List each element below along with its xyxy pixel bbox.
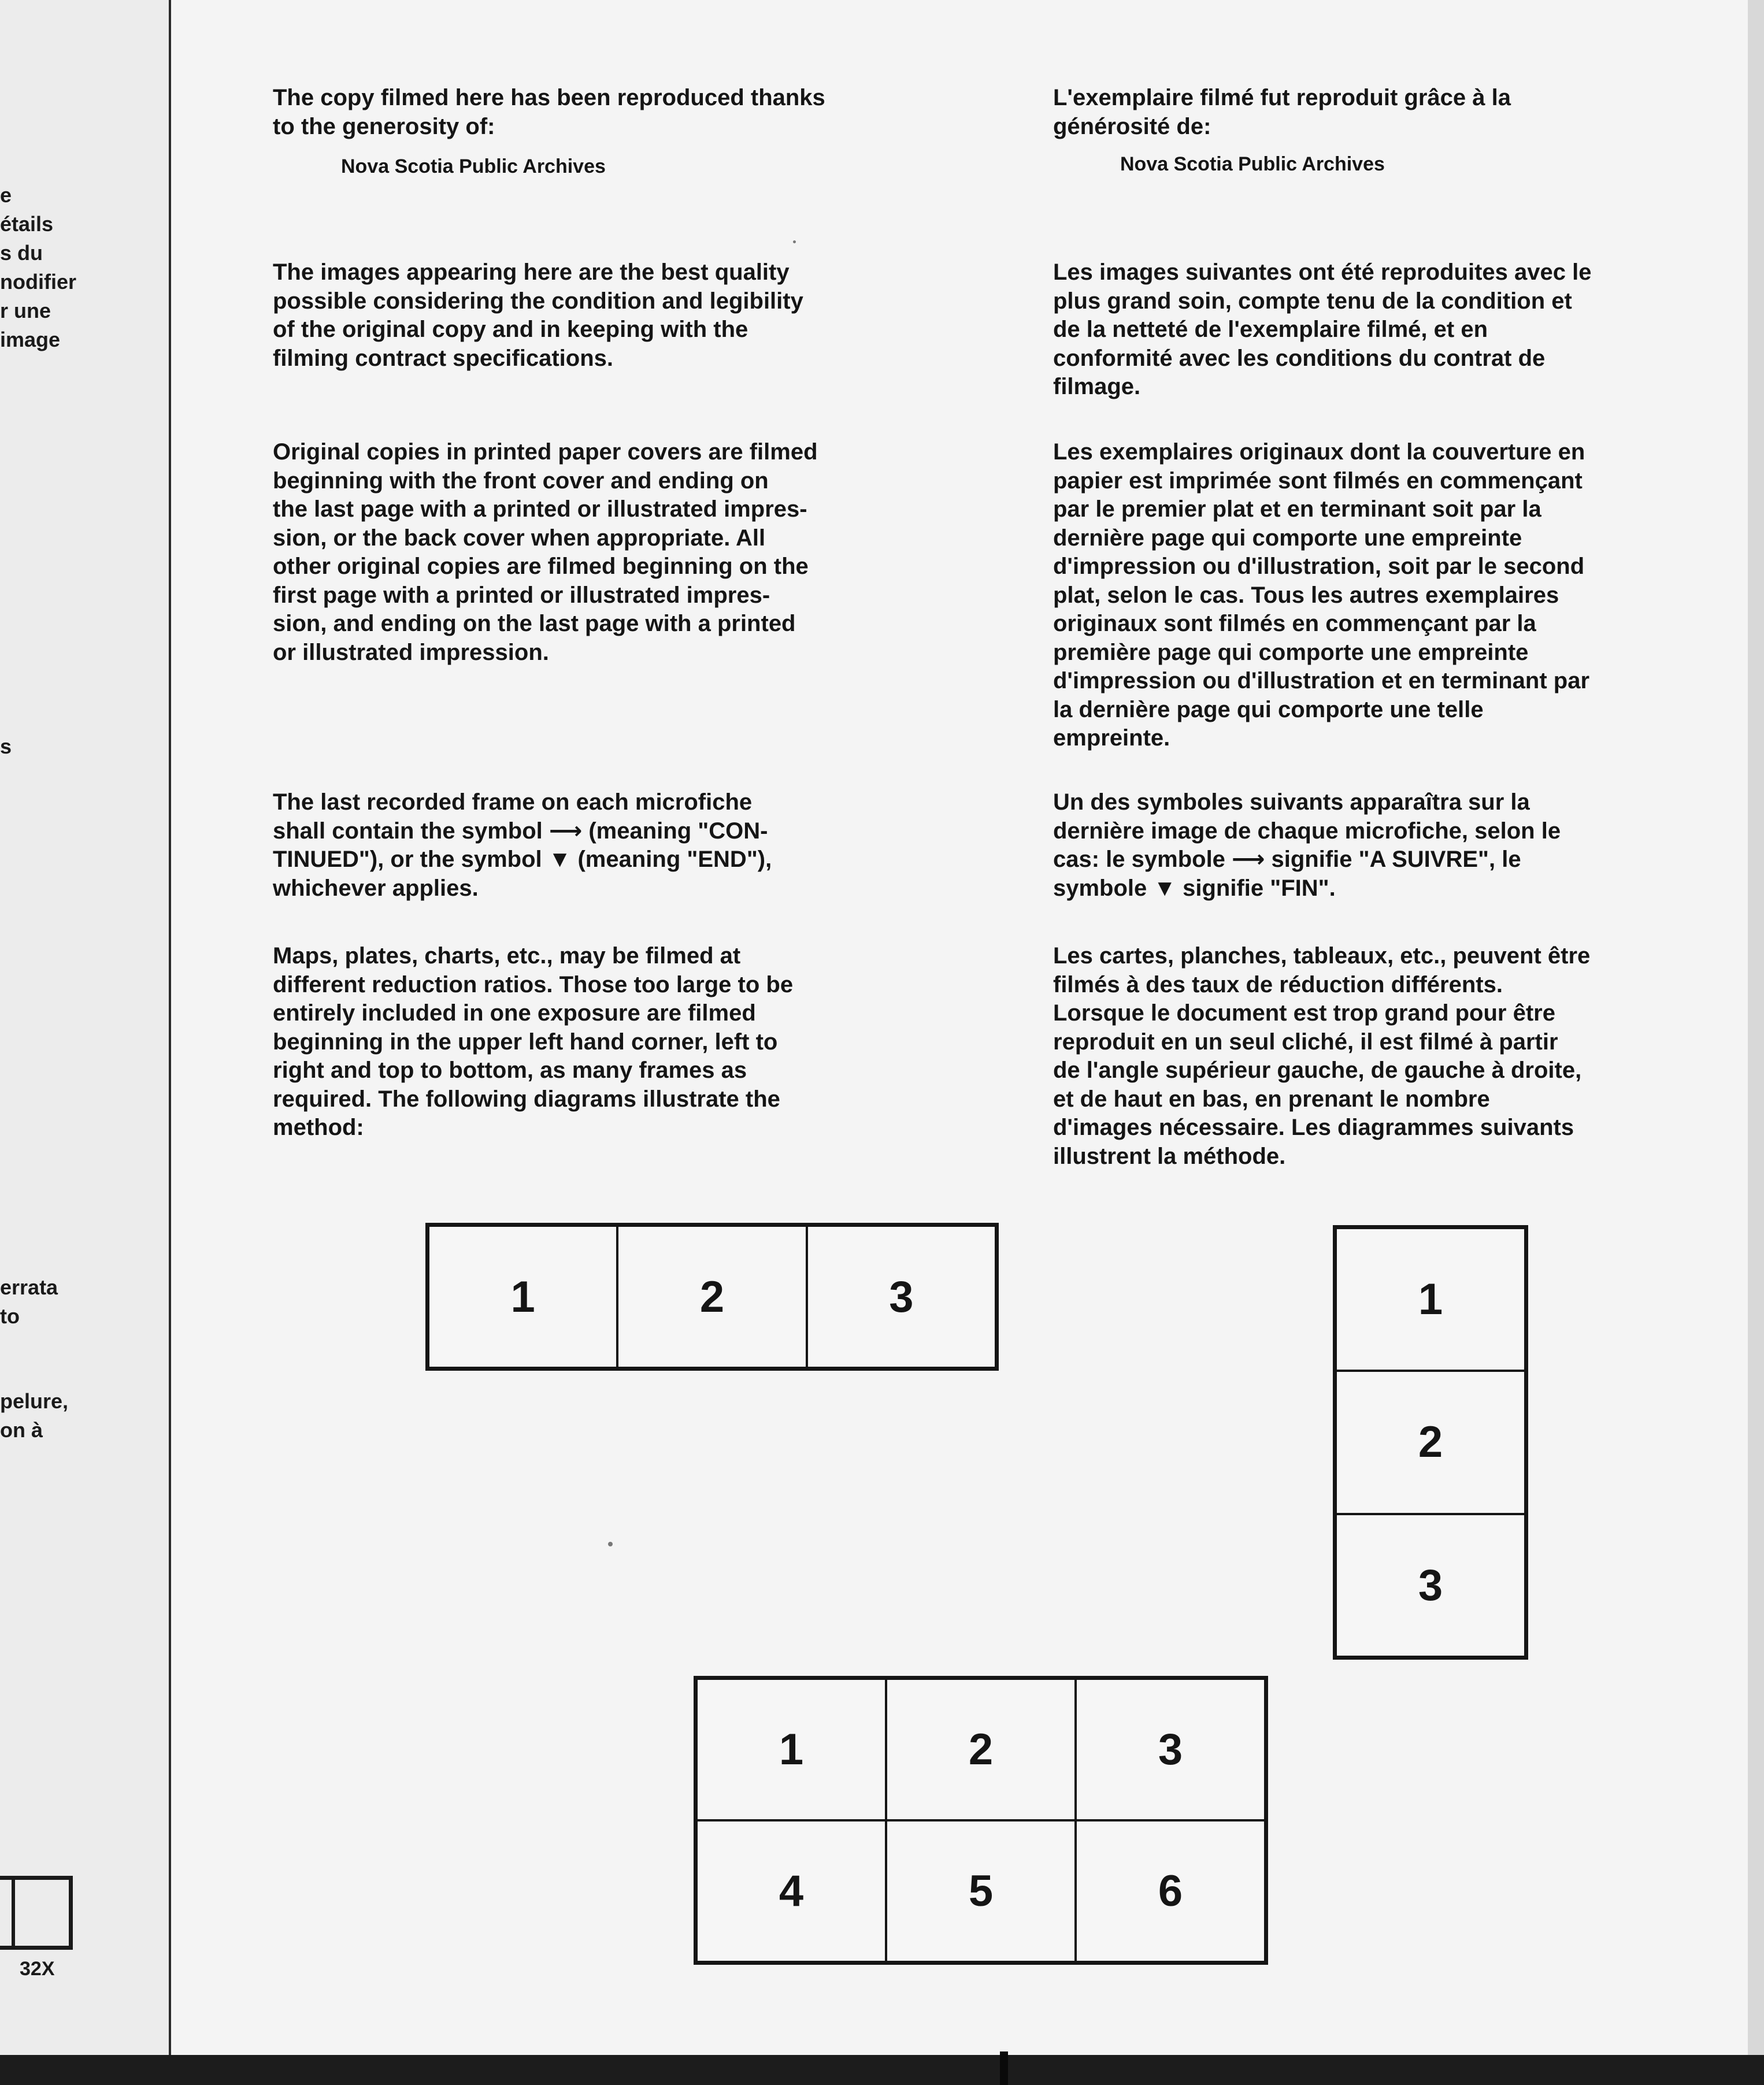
- arrow-right-icon: ⟶: [549, 818, 583, 844]
- scan-speck: [793, 240, 796, 243]
- english-thanks: The copy filmed here has been reproduced thanks to the generosity of:: [273, 85, 825, 139]
- reduction-target-box: [0, 1876, 73, 1950]
- frame-cell: 2: [886, 1679, 1076, 1820]
- triangle-down-icon: ▼: [548, 847, 572, 872]
- french-quality: Les images suivantes ont été reproduites avec le plus grand soin, compte tenu de la condition et de la netteté de l'exemplaire filmé, et en conformité avec les conditions du contrat de filmage.: [1053, 259, 1592, 399]
- french-institution: Nova Scotia Public Archives: [1120, 153, 1385, 175]
- frame-cell: 5: [886, 1820, 1076, 1962]
- frame-cell: 6: [1076, 1820, 1265, 1962]
- frame-cell: 3: [1336, 1514, 1525, 1657]
- strip-text-errata: errata to: [0, 1275, 58, 1328]
- frame-cell: 2: [1336, 1371, 1525, 1513]
- frame-cell: 1: [696, 1679, 886, 1820]
- strip-text-mid: s: [0, 734, 12, 758]
- film-edge-mark: [1000, 2051, 1008, 2085]
- reduction-ratio-label: 32X: [20, 1958, 55, 1980]
- frame-cell: 4: [696, 1820, 886, 1962]
- triangle-down-icon: ▼: [1153, 875, 1176, 901]
- frame-cell: 3: [807, 1226, 996, 1368]
- adjacent-page-strip: [0, 0, 171, 2057]
- frame-cell: 3: [1076, 1679, 1265, 1820]
- english-symbols: The last recorded frame on each microfiche shall contain the symbol ⟶ (meaning "CON- TINUED"), or the symbol ▼ (meaning "END"), whichever applies.: [273, 789, 772, 901]
- french-symbols: Un des symboles suivants apparaîtra sur la dernière image de chaque microfiche, selon le cas: le symbole ⟶ signifie "A SUIVRE", le symbole ▼ signifie "FIN".: [1053, 789, 1561, 901]
- frame-cell: 1: [428, 1226, 617, 1368]
- page-right-edge: [1748, 0, 1764, 2057]
- strip-text-pelure: pelure, on à: [0, 1389, 69, 1442]
- arrow-right-icon: ⟶: [1232, 847, 1265, 872]
- english-quality: The images appearing here are the best quality possible considering the condition and legibility of the original copy and in keeping with the filming contract specifications.: [273, 259, 803, 371]
- diagram-horizontal-frames: [425, 1223, 999, 1371]
- diagram-grid-frames: [694, 1676, 1268, 1965]
- english-maps: Maps, plates, charts, etc., may be filmed at different reduction ratios. Those too large to be entirely included in one exposure are filmed beginning in the upper left hand corner, left to right and top to bottom, as many frames as required. The following diagrams illustrate the method:: [273, 943, 794, 1140]
- french-covers: Les exemplaires originaux dont la couverture en papier est imprimée sont filmés en commençant par le premier plat et en terminant soit par la dernière page qui comporte une empreinte d'impression ou d'illustration, soit par le second plat, selon le cas. Tous les autres exemplaires originaux sont filmés en commençant par la première page qui comporte une empreinte d'impression ou d'illustration et en terminant par la dernière page qui comporte une telle empreinte.: [1053, 439, 1590, 751]
- frame-cell: 2: [617, 1226, 806, 1368]
- french-thanks: L'exemplaire filmé fut reproduit grâce à la générosité de:: [1053, 85, 1511, 139]
- french-maps: Les cartes, planches, tableaux, etc., peuvent être filmés à des taux de réduction différents. Lorsque le document est trop grand pour être reproduit en un seul cliché, il est filmé à partir de l'angle supérieur gauche, de gauche à droite, et de haut en bas, en prenant le nombre d'images nécessaire. Les diagrammes suivants illustrent la méthode.: [1053, 943, 1591, 1169]
- strip-text-top: e étails s du nodifier r une image: [0, 183, 76, 351]
- film-edge-bar: [0, 2055, 1764, 2085]
- scan-speck: [608, 1542, 613, 1546]
- english-covers: Original copies in printed paper covers are filmed beginning with the front cover and ending on the last page with a printed or illustrated impres- sion, or the back cover when appropriate. All other original copies are filmed beginning on the first page with a printed or illustrated impres- sion, and ending on the last page with a printed or illustrated impression.: [273, 439, 818, 665]
- diagram-vertical-frames: [1333, 1225, 1528, 1660]
- english-institution: Nova Scotia Public Archives: [341, 155, 606, 177]
- frame-cell: 1: [1336, 1228, 1525, 1371]
